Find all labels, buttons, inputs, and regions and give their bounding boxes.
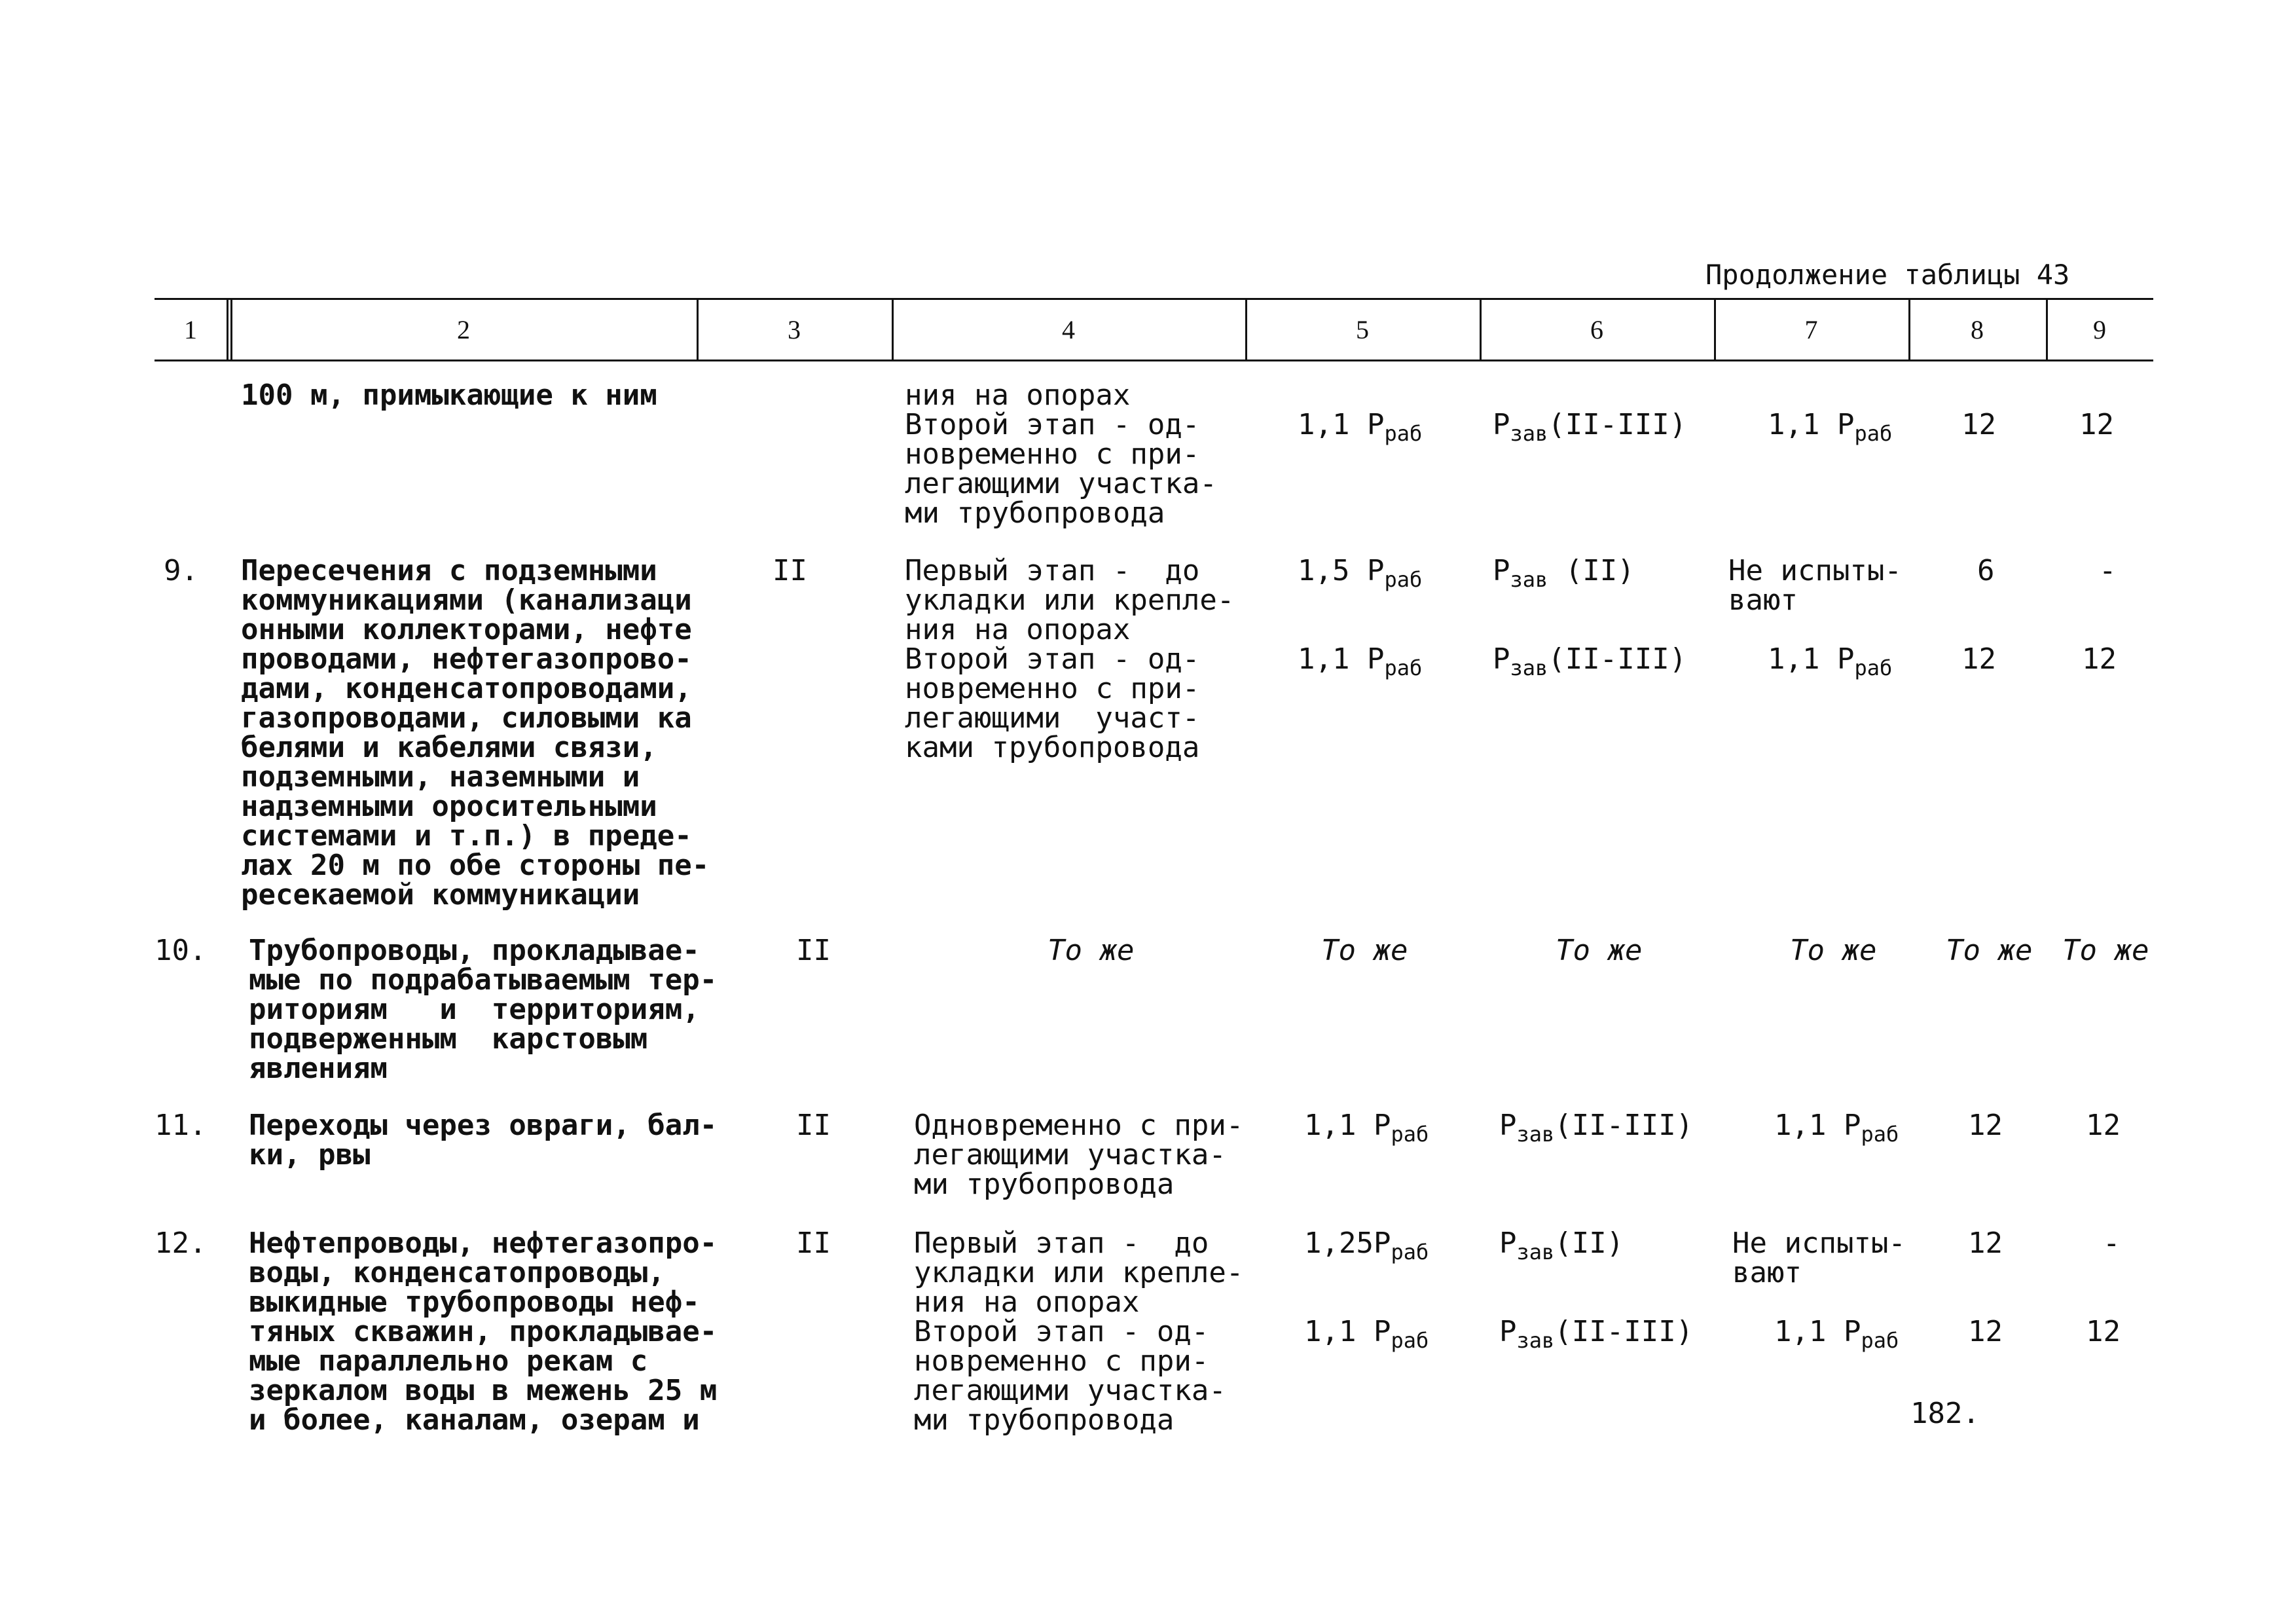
row12-test-pressure-1: $1,25P_{раб}$	[1304, 1227, 1429, 1264]
column-header-8: 8	[1971, 315, 1984, 344]
row9-description-line: Пересечения с подземными	[241, 554, 657, 587]
page-number: 182.	[1910, 1397, 1980, 1430]
row10-description-line: риториям и территориям,	[249, 993, 700, 1026]
row11-factory-pressure: $P_{зав}(II-III)$	[1499, 1109, 1694, 1147]
row12-description-line: зеркалом воды в межень 25 м	[249, 1374, 718, 1407]
row9-description-line: газопроводами, силовыми ка	[241, 701, 692, 735]
row10-number: 10.	[155, 934, 207, 967]
row8-test-pressure: 1,1 $P_{раб}$	[1298, 408, 1423, 446]
header-divider	[227, 298, 228, 361]
row12-col7-2: 1,1 $P_{раб}$	[1774, 1315, 1899, 1353]
row9-description-line: системами и т.п.) в преде-	[241, 819, 692, 853]
row9-description-line: надземными оросительными	[241, 790, 657, 823]
row10-same-col8: То же	[1946, 934, 2033, 967]
header-top-rule	[155, 298, 2153, 300]
row12-description-line: воды, конденсатопроводы,	[249, 1256, 665, 1289]
row9-stage-line: ками трубопровода	[905, 731, 1200, 764]
row11-stage-line: легающими участка-	[914, 1138, 1226, 1172]
row9-stage-line: Первый этап - до	[905, 554, 1200, 587]
row10-description-line: Трубопроводы, прокладывае-	[249, 934, 700, 967]
row10-same-col9: То же	[2062, 934, 2149, 967]
row9-stage-line: Второй этап - од-	[905, 642, 1200, 676]
row12-stage-line: укладки или крепле-	[914, 1256, 1244, 1289]
row9-col8-2: 12	[1961, 642, 1996, 676]
column-header-2: 2	[457, 315, 470, 344]
row11-col7: 1,1 $P_{раб}$	[1774, 1109, 1899, 1147]
row10-same-col5: То же	[1321, 934, 1408, 967]
row12-factory-pressure-1: $P_{зав}(II)$	[1499, 1227, 1624, 1264]
row8-stage-line: Второй этап - од-	[905, 408, 1200, 441]
row9-test-pressure-2: 1,1 $P_{раб}$	[1298, 642, 1423, 680]
row9-description-line: онными коллекторами, нефте	[241, 613, 692, 646]
column-header-7: 7	[1804, 315, 1818, 344]
row12-col8-2: 12	[1968, 1315, 2003, 1348]
row9-description-line: дами, конденсатопроводами,	[241, 672, 692, 705]
row11-number: 11.	[155, 1109, 207, 1142]
column-header-6: 6	[1590, 315, 1603, 344]
row11-description-line: Переходы через овраги, бал-	[249, 1109, 718, 1142]
row9-stage-line: новременно с при-	[905, 672, 1200, 705]
row9-factory-pressure-1: $P_{зав}$ (II)	[1493, 554, 1635, 592]
row9-col8-1: 6	[1977, 554, 1995, 587]
row11-category: II	[796, 1109, 831, 1142]
row9-stage-line: ния на опорах	[905, 613, 1131, 646]
row11-col9: 12	[2086, 1109, 2121, 1142]
row8-col7: 1,1 $P_{раб}$	[1768, 408, 1893, 446]
row12-stage-line: ми трубопровода	[914, 1403, 1175, 1437]
row8-stage-line: ми трубопровода	[905, 496, 1165, 530]
row10-description-line: подверженным карстовым	[249, 1022, 648, 1056]
row11-col8: 12	[1968, 1109, 2003, 1142]
row9-col7-line: Не испыты-	[1728, 554, 1902, 587]
row12-col8-1: 12	[1968, 1227, 2003, 1260]
row9-stage-line: укладки или крепле-	[905, 583, 1235, 617]
column-header-9: 9	[2093, 315, 2106, 344]
column-header-1: 1	[184, 315, 197, 344]
row9-col7-line: вают	[1728, 583, 1798, 617]
row12-col7-line: вают	[1732, 1256, 1802, 1289]
row9-description-line: ресекаемой коммуникации	[241, 878, 640, 912]
column-header-3: 3	[788, 315, 801, 344]
row12-description-line: и более, каналам, озерам и	[249, 1403, 700, 1437]
row12-category: II	[796, 1227, 831, 1260]
row12-description-line: выкидные трубопроводы неф-	[249, 1285, 700, 1319]
row9-number: 9.	[164, 554, 198, 587]
row9-col9-1: -	[2099, 554, 2117, 587]
row12-col9-1: -	[2103, 1227, 2121, 1260]
row10-description-line: мые по подрабатываемым тер-	[249, 963, 718, 997]
row9-description-line: лах 20 м по обе стороны пе-	[241, 849, 710, 882]
row10-same-col6: То же	[1556, 934, 1643, 967]
row10-same-col4: То же	[1048, 934, 1135, 967]
row11-stage-line: ми трубопровода	[914, 1168, 1175, 1201]
row9-description-line: коммуникациями (канализаци	[241, 583, 692, 617]
row12-description-line: Нефтепроводы, нефтегазопро-	[249, 1227, 718, 1260]
row9-col7-2: 1,1 $P_{раб}$	[1768, 642, 1893, 680]
row8-description-line: 100 м, примыкающие к ним	[241, 378, 657, 412]
row9-description-line: подземными, наземными и	[241, 760, 640, 794]
row12-description-line: тяных скважин, прокладывае-	[249, 1315, 718, 1348]
row12-stage-line: Второй этап - од-	[914, 1315, 1209, 1348]
row12-number: 12.	[155, 1227, 207, 1260]
row8-col9: 12	[2079, 408, 2114, 441]
table-caption: Продолжение таблицы 43	[1705, 259, 2070, 291]
row10-description-line: явлениям	[249, 1052, 388, 1085]
column-header-4: 4	[1062, 315, 1075, 344]
row12-col9-2: 12	[2086, 1315, 2121, 1348]
row11-stage-line: Одновременно с при-	[914, 1109, 1244, 1142]
row9-test-pressure-1: 1,5 $P_{раб}$	[1298, 554, 1423, 592]
row10-category: II	[796, 934, 831, 967]
row12-stage-line: новременно с при-	[914, 1344, 1209, 1378]
row9-col9-2: 12	[2082, 642, 2117, 676]
row9-description-line: белями и кабелями связи,	[241, 731, 657, 764]
row11-test-pressure: 1,1 $P_{раб}$	[1304, 1109, 1429, 1147]
row9-description-line: проводами, нефтегазопрово-	[241, 642, 692, 676]
row9-factory-pressure-2: $P_{зав}(II-III)$	[1493, 642, 1687, 680]
row9-stage-line: легающими участ-	[905, 701, 1200, 735]
row12-test-pressure-2: 1,1 $P_{раб}$	[1304, 1315, 1429, 1353]
row8-stage-line: ния на опорах	[905, 378, 1131, 412]
row9-category: II	[773, 554, 807, 587]
row8-factory-pressure: $P_{зав}(II-III)$	[1493, 408, 1687, 446]
header-bottom-rule	[155, 360, 2153, 361]
row12-stage-line: ния на опорах	[914, 1285, 1140, 1319]
row12-stage-line: легающими участка-	[914, 1374, 1226, 1407]
row12-description-line: мые параллельно рекам с	[249, 1344, 648, 1378]
row11-description-line: ки, рвы	[249, 1138, 371, 1172]
row12-stage-line: Первый этап - до	[914, 1227, 1209, 1260]
row10-same-col7: То же	[1790, 934, 1877, 967]
row8-stage-line: легающими участка-	[905, 467, 1217, 500]
row8-stage-line: новременно с при-	[905, 437, 1200, 471]
row12-factory-pressure-2: $P_{зав}(II-III)$	[1499, 1315, 1694, 1353]
row8-col8: 12	[1961, 408, 1996, 441]
column-header-5: 5	[1356, 315, 1369, 344]
row12-col7-line: Не испыты-	[1732, 1227, 1906, 1260]
